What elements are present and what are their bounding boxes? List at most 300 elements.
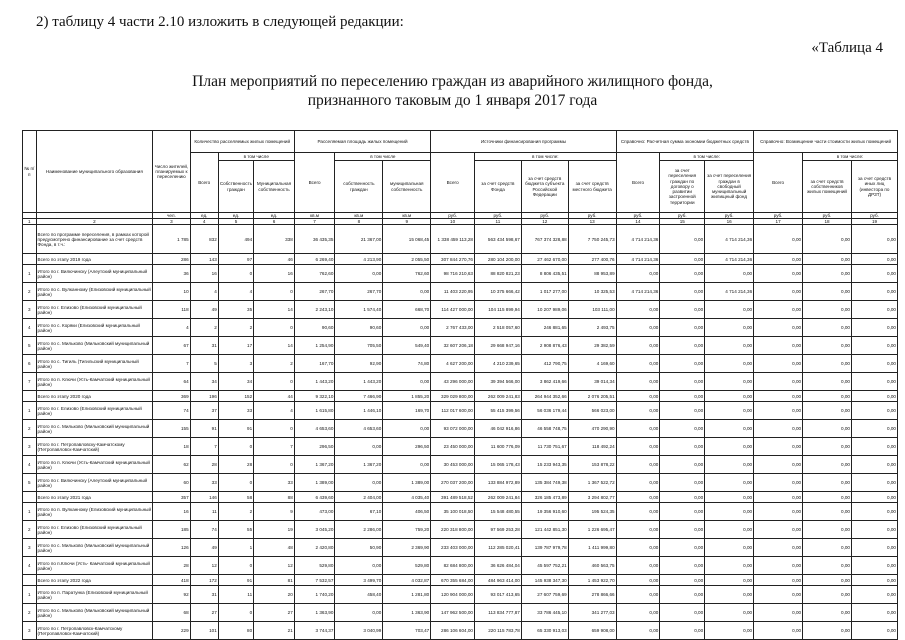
header-financing-group: Источники финансирования программы <box>431 131 616 153</box>
row-value-col-12: 145 938 347,30 <box>521 575 568 586</box>
row-value-col-18: 0,00 <box>803 355 852 373</box>
row-value-col-15: 0,00 <box>660 420 705 438</box>
row-value-col-4: 12 <box>190 557 218 575</box>
colnum-cell-13: 13 <box>568 219 616 225</box>
row-number: 3 <box>23 301 37 319</box>
colnum-cell-1: 1 <box>23 219 37 225</box>
colnum-cell-6: 6 <box>254 219 295 225</box>
row-value-col-8: 0,00 <box>335 604 383 622</box>
row-value-col-14: 0,00 <box>616 373 660 391</box>
row-number: 1 <box>23 402 37 420</box>
row-value-col-16: 0,00 <box>705 420 754 438</box>
row-value-col-12: 767 374 328,88 <box>521 225 568 254</box>
row-value-col-16: 0,00 <box>705 604 754 622</box>
row-value-col-3: 18 <box>153 438 190 456</box>
row-value-col-11: 220 115 783,78 <box>474 622 521 640</box>
row-value-col-12: 65 330 913,03 <box>521 622 568 640</box>
row-value-col-12: 27 607 759,69 <box>521 586 568 604</box>
row-number <box>23 254 37 265</box>
row-value-col-15: 0,00 <box>660 254 705 265</box>
row-value-col-5: 3 <box>218 355 253 373</box>
row-value-col-19: 0,00 <box>852 604 898 622</box>
row-value-col-14: 0,00 <box>616 391 660 402</box>
row-value-col-15: 0,00 <box>660 319 705 337</box>
row-value-col-17: 0,00 <box>754 456 803 474</box>
row-value-col-17: 0,00 <box>754 622 803 640</box>
row-value-col-15: 0,00 <box>660 265 705 283</box>
row-value-col-4: 7 <box>190 438 218 456</box>
row-value-col-15: 0,00 <box>660 492 705 503</box>
row-value-col-13: 2 493,75 <box>568 319 616 337</box>
row-value-col-19: 0,00 <box>852 474 898 492</box>
row-value-col-5: 17 <box>218 337 253 355</box>
row-value-col-4: 31 <box>190 586 218 604</box>
row-municipality-name: Всего по этапу 2021 года <box>36 492 153 503</box>
colnum-cell-2: 2 <box>36 219 153 225</box>
row-value-col-19: 0,00 <box>852 420 898 438</box>
table-row <box>23 373 898 391</box>
row-municipality-name: Всего по программе переселения, в рамках которой предусмотрено финансирование за счет средств Фонда, в т.ч.: <box>36 225 153 254</box>
row-value-col-3: 64 <box>153 373 190 391</box>
row-value-col-10: 120 904 000,00 <box>431 586 475 604</box>
row-municipality-name: Итого по п. Паратунка (Елизовский муниципальный район) <box>36 586 153 604</box>
header-subject-budget: за счет средств бюджета субъекта Российской Федерации <box>521 161 568 213</box>
row-value-col-9: 1 363,90 <box>383 604 431 622</box>
row-value-col-3: 418 <box>153 575 190 586</box>
row-value-col-11: 39 394 566,00 <box>474 373 521 391</box>
row-value-col-13: 1 453 922,70 <box>568 575 616 586</box>
title-line-2: признанного таковым до 1 января 2017 года <box>307 92 598 109</box>
row-value-col-16: 0,00 <box>705 438 754 456</box>
row-value-col-10: 98 716 210,63 <box>431 265 475 283</box>
row-value-col-5: 91 <box>218 575 253 586</box>
row-value-col-10: 32 607 206,18 <box>431 337 475 355</box>
table-row <box>23 254 898 265</box>
row-value-col-15: 0,00 <box>660 604 705 622</box>
colnum-cell-4: 4 <box>190 219 218 225</box>
unit-cell-9: кв.м <box>383 213 431 219</box>
header-area-group: Расселяемая площадь жилых помещений <box>294 131 430 153</box>
row-number <box>23 225 37 254</box>
table-row <box>23 575 898 586</box>
row-number <box>23 575 37 586</box>
row-value-col-7: 167,70 <box>294 355 335 373</box>
row-value-col-19: 0,00 <box>852 622 898 640</box>
row-value-col-6: 12 <box>254 557 295 575</box>
row-value-col-7: 529,80 <box>294 557 335 575</box>
row-value-col-12: 2 908 876,43 <box>521 337 568 355</box>
row-value-col-6: 27 <box>254 604 295 622</box>
row-value-col-7: 6 269,40 <box>294 254 335 265</box>
row-value-col-14: 0,00 <box>616 402 660 420</box>
table-row <box>23 622 898 640</box>
row-value-col-8: 1 574,40 <box>335 301 383 319</box>
table-row <box>23 456 898 474</box>
row-value-col-8: 1 443,20 <box>335 373 383 391</box>
row-value-col-9: 4 035,40 <box>383 492 431 503</box>
row-value-col-14: 0,00 <box>616 301 660 319</box>
header-area-citizens: собственность граждан <box>335 161 383 213</box>
row-value-col-10: 30 453 000,00 <box>431 456 475 474</box>
row-value-col-7: 1 615,80 <box>294 402 335 420</box>
row-value-col-5: 0 <box>218 438 253 456</box>
header-own-mun: Муниципальная собственность <box>254 161 295 213</box>
row-number: 4 <box>23 557 37 575</box>
row-value-col-8: 1 446,10 <box>335 402 383 420</box>
row-value-col-10: 11 403 220,95 <box>431 283 475 301</box>
row-value-col-4: 33 <box>190 474 218 492</box>
row-value-col-7: 1 443,20 <box>294 373 335 391</box>
row-value-col-6: 16 <box>254 265 295 283</box>
row-number: 3 <box>23 622 37 640</box>
row-value-col-8: 3 040,99 <box>335 622 383 640</box>
row-value-col-6: 46 <box>254 254 295 265</box>
row-value-col-6: 81 <box>254 575 295 586</box>
row-value-col-18: 0,00 <box>803 225 852 254</box>
row-municipality-name: Итого по п.Ключи (Усть- Камчатский муниципальный район) <box>36 557 153 575</box>
row-value-col-9: 2 369,90 <box>383 539 431 557</box>
colnum-cell-14: 14 <box>616 219 660 225</box>
table-row <box>23 474 898 492</box>
row-value-col-5: 0 <box>218 474 253 492</box>
row-value-col-4: 196 <box>190 391 218 402</box>
table-row <box>23 391 898 402</box>
row-value-col-17: 0,00 <box>754 438 803 456</box>
row-municipality-name: Итого по с. Тигиль (Тигильский муниципальный район) <box>36 355 153 373</box>
row-municipality-name: Итого по г. Елизово (Елизовский муниципальный район) <box>36 521 153 539</box>
row-value-col-14: 0,00 <box>616 557 660 575</box>
row-value-col-10: 233 403 000,00 <box>431 539 475 557</box>
row-value-col-10: 329 029 800,00 <box>431 391 475 402</box>
row-value-col-7: 1 254,90 <box>294 337 335 355</box>
table-row <box>23 420 898 438</box>
row-value-col-19: 0,00 <box>852 557 898 575</box>
row-value-col-12: 11 730 751,67 <box>521 438 568 456</box>
row-value-col-17: 0,00 <box>754 355 803 373</box>
row-value-col-14: 0,00 <box>616 622 660 640</box>
row-municipality-name: Итого по г. Петропавловску-Камчатскому (Петропавловск-Камчатский) <box>36 438 153 456</box>
row-number <box>23 391 37 402</box>
row-value-col-17: 0,00 <box>754 373 803 391</box>
table-row <box>23 586 898 604</box>
row-value-col-13: 39 014,34 <box>568 373 616 391</box>
row-value-col-9: 1 281,80 <box>383 586 431 604</box>
row-municipality-name: Итого по п. Ключи (Усть-Камчатский муниципальный район) <box>36 373 153 391</box>
row-value-col-16: 0,00 <box>705 391 754 402</box>
row-value-col-18: 0,00 <box>803 474 852 492</box>
row-value-col-18: 0,00 <box>803 254 852 265</box>
row-value-col-17: 0,00 <box>754 283 803 301</box>
row-municipality-name: Итого по п. Ключи (Усть-Камчатский муниципальный район) <box>36 456 153 474</box>
row-value-col-7: 1 740,20 <box>294 586 335 604</box>
row-value-col-17: 0,00 <box>754 604 803 622</box>
row-value-col-19: 0,00 <box>852 456 898 474</box>
row-value-col-7: 36 435,35 <box>294 225 335 254</box>
row-value-col-10: 4 627 200,00 <box>431 355 475 373</box>
row-municipality-name: Итого по п. Вулканному (Елизовский муниципальный район) <box>36 503 153 521</box>
table-row <box>23 438 898 456</box>
row-value-col-9: 0,00 <box>383 319 431 337</box>
header-local-budget: за счет средств местного бюджета <box>568 161 616 213</box>
row-value-col-17: 0,00 <box>754 402 803 420</box>
row-value-col-13: 29 382,59 <box>568 337 616 355</box>
row-value-col-19: 0,00 <box>852 492 898 503</box>
row-value-col-10: 82 684 800,00 <box>431 557 475 575</box>
row-value-col-14: 0,00 <box>616 575 660 586</box>
row-value-col-9: 15 068,45 <box>383 225 431 254</box>
header-municipality: Наименование муниципального образования <box>36 131 153 213</box>
row-value-col-4: 27 <box>190 604 218 622</box>
row-value-col-18: 0,00 <box>803 265 852 283</box>
row-value-col-7: 296,50 <box>294 438 335 456</box>
row-value-col-18: 0,00 <box>803 319 852 337</box>
row-municipality-name: Итого по с. Вулканному (Елизовский муниципальный район) <box>36 283 153 301</box>
row-value-col-18: 0,00 <box>803 503 852 521</box>
row-value-col-6: 14 <box>254 301 295 319</box>
row-value-col-19: 0,00 <box>852 283 898 301</box>
header-fund: за счет средств Фонда <box>474 161 521 213</box>
row-value-col-18: 0,00 <box>803 283 852 301</box>
row-municipality-name: Всего по этапу 2022 года <box>36 575 153 586</box>
row-value-col-15: 0,00 <box>660 283 705 301</box>
row-value-col-18: 0,00 <box>803 622 852 640</box>
document-title <box>0 72 905 110</box>
row-value-col-14: 4 714 214,36 <box>616 225 660 254</box>
row-value-col-17: 0,00 <box>754 319 803 337</box>
row-value-col-11: 133 884 972,89 <box>474 474 521 492</box>
row-value-col-12: 56 036 179,44 <box>521 402 568 420</box>
table-row <box>23 503 898 521</box>
row-value-col-18: 0,00 <box>803 456 852 474</box>
row-number: 4 <box>23 319 37 337</box>
row-value-col-8: 3 499,70 <box>335 575 383 586</box>
table-row <box>23 225 898 254</box>
row-value-col-8: 4 653,60 <box>335 420 383 438</box>
unit-cell-14: руб. <box>616 213 660 219</box>
row-value-col-3: 62 <box>153 456 190 474</box>
unit-cell-12: руб. <box>521 213 568 219</box>
row-municipality-name: Итого по с. Коряки (Елизовский муниципальный район) <box>36 319 153 337</box>
row-value-col-19: 0,00 <box>852 575 898 586</box>
header-savings-group: Справочно: Расчетная сумма экономии бюджетных средств <box>616 131 754 153</box>
row-value-col-7: 6 439,60 <box>294 492 335 503</box>
colnum-cell-18: 18 <box>803 219 852 225</box>
colnum-cell-8: 8 <box>335 219 383 225</box>
row-value-col-7: 1 363,90 <box>294 604 335 622</box>
table-row <box>23 557 898 575</box>
row-value-col-4: 37 <box>190 402 218 420</box>
table-label: «Таблица 4 <box>811 40 883 56</box>
row-value-col-8: 4 213,90 <box>335 254 383 265</box>
row-value-col-13: 470 290,90 <box>568 420 616 438</box>
title-line-1: План мероприятий по переселению граждан из аварийного жилищного фонда, <box>192 73 713 90</box>
row-municipality-name: Итого по г. Вилючинску (Алеутский муниципальный район) <box>36 265 153 283</box>
row-value-col-11: 484 963 414,00 <box>474 575 521 586</box>
row-value-col-10: 220 318 800,00 <box>431 521 475 539</box>
row-value-col-6: 2 <box>254 355 295 373</box>
table-row <box>23 283 898 301</box>
row-value-col-16: 0,00 <box>705 539 754 557</box>
row-value-col-16: 0,00 <box>705 521 754 539</box>
row-value-col-19: 0,00 <box>852 373 898 391</box>
row-value-col-12: 139 787 979,78 <box>521 539 568 557</box>
row-value-col-3: 118 <box>153 301 190 319</box>
row-value-col-6: 21 <box>254 622 295 640</box>
row-value-col-18: 0,00 <box>803 301 852 319</box>
unit-cell-17: руб. <box>754 213 803 219</box>
unit-cell-15: руб. <box>660 213 705 219</box>
row-value-col-13: 88 953,89 <box>568 265 616 283</box>
colnum-cell-7: 7 <box>294 219 335 225</box>
row-value-col-8: 1 367,20 <box>335 456 383 474</box>
row-number: 5 <box>23 337 37 355</box>
row-value-col-16: 0,00 <box>705 373 754 391</box>
header-comp-total: Всего <box>754 153 803 213</box>
colnum-cell-19: 19 <box>852 219 898 225</box>
row-value-col-16: 0,00 <box>705 319 754 337</box>
row-value-col-6: 44 <box>254 391 295 402</box>
row-value-col-10: 2 767 433,00 <box>431 319 475 337</box>
row-value-col-8: 67,10 <box>335 503 383 521</box>
row-number: 1 <box>23 503 37 521</box>
row-value-col-6: 0 <box>254 373 295 391</box>
row-municipality-name: Итого по г. Елизово (Елизовский муниципальный район) <box>36 301 153 319</box>
unit-cell-10: руб. <box>431 213 475 219</box>
row-value-col-7: 267,70 <box>294 283 335 301</box>
row-value-col-12: 10 207 989,06 <box>521 301 568 319</box>
header-comp-incl: в том числе: <box>803 153 898 161</box>
row-value-col-5: 152 <box>218 391 253 402</box>
row-value-col-9: 169,70 <box>383 402 431 420</box>
row-value-col-3: 1 785 <box>153 225 190 254</box>
row-value-col-6: 0 <box>254 283 295 301</box>
row-value-col-5: 33 <box>218 402 253 420</box>
row-value-col-3: 92 <box>153 586 190 604</box>
unit-cell-11: руб. <box>474 213 521 219</box>
row-value-col-14: 0,00 <box>616 265 660 283</box>
row-value-col-10: 286 106 604,00 <box>431 622 475 640</box>
row-value-col-11: 112 285 020,41 <box>474 539 521 557</box>
row-value-col-10: 35 100 018,50 <box>431 503 475 521</box>
row-value-col-16: 0,00 <box>705 575 754 586</box>
unit-cell-6: ед. <box>254 213 295 219</box>
row-value-col-15: 0,00 <box>660 586 705 604</box>
row-value-col-11: 113 834 777,87 <box>474 604 521 622</box>
row-value-col-15: 0,00 <box>660 622 705 640</box>
row-value-col-9: 529,80 <box>383 557 431 575</box>
row-value-col-9: 1 855,20 <box>383 391 431 402</box>
row-value-col-12: 15 233 943,35 <box>521 456 568 474</box>
row-value-col-5: 494 <box>218 225 253 254</box>
row-value-col-8: 2 286,00 <box>335 521 383 539</box>
header-fin-total: Всего <box>431 153 475 213</box>
row-value-col-3: 74 <box>153 402 190 420</box>
row-value-col-11: 4 210 239,65 <box>474 355 521 373</box>
row-value-col-11: 15 065 178,43 <box>474 456 521 474</box>
row-value-col-14: 0,00 <box>616 456 660 474</box>
header-savings-free-fund: за счет переселения граждан в свободный муниципальный жилищный фонд <box>705 161 754 213</box>
row-value-col-15: 0,00 <box>660 337 705 355</box>
row-value-col-12: 27 462 670,00 <box>521 254 568 265</box>
row-value-col-17: 0,00 <box>754 337 803 355</box>
row-value-col-3: 7 <box>153 355 190 373</box>
unit-cell-19: руб. <box>852 213 898 219</box>
row-value-col-7: 1 389,00 <box>294 474 335 492</box>
row-value-col-19: 0,00 <box>852 337 898 355</box>
row-value-col-14: 0,00 <box>616 319 660 337</box>
row-value-col-3: 4 <box>153 319 190 337</box>
row-value-col-18: 0,00 <box>803 586 852 604</box>
colnum-cell-16: 16 <box>705 219 754 225</box>
row-number: 1 <box>23 265 37 283</box>
row-value-col-18: 0,00 <box>803 402 852 420</box>
row-value-col-16: 0,00 <box>705 503 754 521</box>
row-value-col-12: 135 384 749,38 <box>521 474 568 492</box>
row-value-col-4: 49 <box>190 539 218 557</box>
row-value-col-15: 0,00 <box>660 503 705 521</box>
row-value-col-4: 172 <box>190 575 218 586</box>
row-value-col-18: 0,00 <box>803 521 852 539</box>
row-value-col-8: 0,00 <box>335 474 383 492</box>
row-value-col-6: 33 <box>254 474 295 492</box>
table-row <box>23 521 898 539</box>
row-value-col-11: 97 569 253,28 <box>474 521 521 539</box>
table-row <box>23 402 898 420</box>
row-value-col-13: 566 023,00 <box>568 402 616 420</box>
row-value-col-6: 7 <box>254 438 295 456</box>
row-value-col-18: 0,00 <box>803 557 852 575</box>
row-value-col-12: 33 786 445,10 <box>521 604 568 622</box>
unit-cell-4: ед. <box>190 213 218 219</box>
row-value-col-16: 0,00 <box>705 456 754 474</box>
row-value-col-19: 0,00 <box>852 539 898 557</box>
row-number: 1 <box>23 586 37 604</box>
row-value-col-14: 4 714 214,36 <box>616 283 660 301</box>
row-value-col-10: 112 017 600,00 <box>431 402 475 420</box>
row-value-col-17: 0,00 <box>754 586 803 604</box>
row-value-col-16: 0,00 <box>705 337 754 355</box>
row-value-col-17: 0,00 <box>754 521 803 539</box>
header-area-incl: в том числе <box>335 153 431 161</box>
row-value-col-19: 0,00 <box>852 586 898 604</box>
row-value-col-5: 97 <box>218 254 253 265</box>
row-value-col-12: 45 597 752,21 <box>521 557 568 575</box>
row-value-col-15: 0,00 <box>660 225 705 254</box>
header-area-total: Всего <box>294 153 335 213</box>
row-value-col-16: 0,00 <box>705 474 754 492</box>
row-value-col-7: 90,60 <box>294 319 335 337</box>
row-value-col-12: 3 862 419,66 <box>521 373 568 391</box>
row-value-col-14: 0,00 <box>616 337 660 355</box>
row-value-col-5: 0 <box>218 557 253 575</box>
row-value-col-4: 101 <box>190 622 218 640</box>
row-value-col-8: 2 404,00 <box>335 492 383 503</box>
row-number: 2 <box>23 283 37 301</box>
unit-cell-16: руб. <box>705 213 754 219</box>
row-value-col-12: 19 356 910,60 <box>521 503 568 521</box>
row-value-col-6: 14 <box>254 337 295 355</box>
resettlement-table <box>22 130 898 640</box>
table-row <box>23 265 898 283</box>
intro-text: 2) таблицу 4 части 2.10 изложить в следующей редакции: <box>36 14 404 30</box>
row-value-col-19: 0,00 <box>852 301 898 319</box>
row-value-col-15: 0,00 <box>660 456 705 474</box>
header-rooms-total: Всего <box>190 153 218 213</box>
row-value-col-8: 0,00 <box>335 557 383 575</box>
row-value-col-9: 759,20 <box>383 521 431 539</box>
row-value-col-13: 341 277,03 <box>568 604 616 622</box>
colnum-cell-15: 15 <box>660 219 705 225</box>
